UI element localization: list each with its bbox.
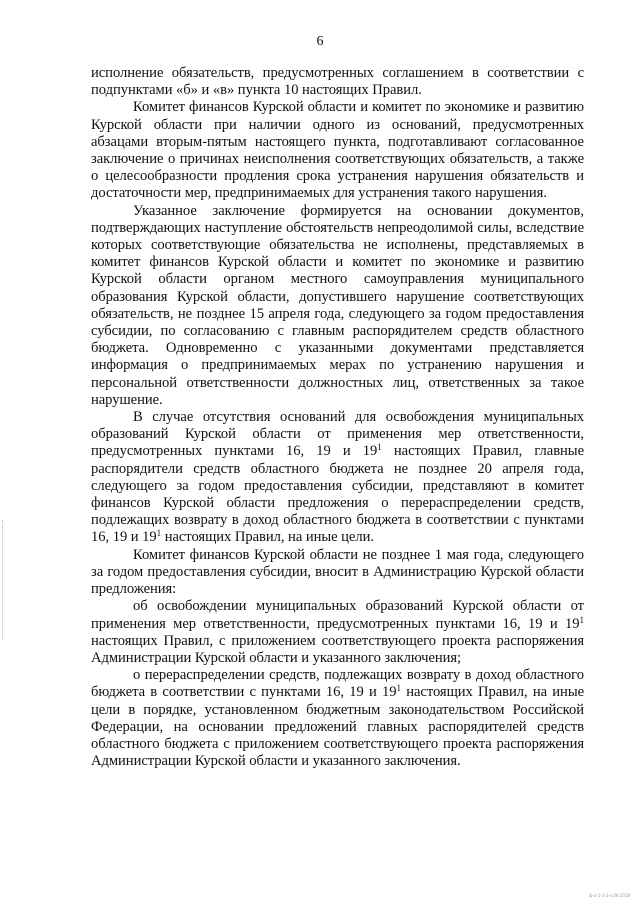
superscript: 1: [579, 614, 584, 625]
scan-margin-specks: [2, 520, 5, 640]
paragraph-p0: [91, 65, 584, 99]
superscript: 1: [377, 442, 382, 453]
text-run: настоящих Правил, на иные цели.: [161, 529, 374, 546]
text-run: об освобождении муниципальных образований Курской области от применения мер ответственности, предусмотренных пунктами 16, 19 и 19: [91, 598, 584, 632]
text-run: настоящих Правил, с приложением соответствующего проекта распоряжения Администрации Курской области и указанного заключения;: [91, 632, 584, 666]
text-run: настоящих Правил, на иные цели в порядке, установленном бюджетным законодательством Российской Федерации, на основании предложений главных распорядителей средств областного бюджета с приложением соответствующего проекта распоряжения Администрации Курской области и указанного заключения.: [91, 684, 584, 770]
text-run: Указанное заключение формируется на основании документов, подтверждающих наступление обстоятельств непреодолимой силы, вследствие которых соответствующие обязательства не исполнены, представляемых в комитет финансов Курской области и комитет по экономике и развитию Курской области органом местного самоуправления муниципального образования Курской области, допустившего нарушение соответствующих обязательств, не позднее 15 апреля года, следующего за годом предоставления субсидии, по согласованию с главным распорядителем средств областного бюджета. Одновременно с указанными документами представляется информация о предпринимаемых мерах по устранению нарушения и персональной ответственности должностных лиц, ответственных за такое нарушение.: [91, 202, 584, 408]
page-number: 6: [316, 34, 324, 49]
paragraph-p1: [91, 99, 584, 202]
paragraph-p2: [91, 203, 584, 409]
scan-mark: ф-л-1-1-2-с.06-2018: [588, 893, 630, 898]
text-run: Комитет финансов Курской области и комитет по экономике и развитию Курской области при наличии одного из оснований, предусмотренных абзацами вторым-пятым настоящего пункта, подготавливают согласованное заключение о причинах неисполнения соответствующих обязательств, а также о целесообразности продления срока устранения нарушения обязательств и достаточности мер, предпринимаемых для устранения такого нарушения.: [91, 99, 584, 202]
paragraph-p5: [91, 598, 584, 667]
document-body: [91, 65, 584, 770]
superscript: 1: [396, 683, 401, 694]
paragraph-p4: [91, 547, 584, 599]
superscript: 1: [156, 528, 162, 539]
text-run: настоящих Правил, главные распорядители средств областного бюджета не позднее 20 апреля года, следующего за годом предоставления субсидии, представляют в комитет финансов Курской области предложения о перераспределении средств, подлежащих возврату в доход областного бюджета в соответствии с пунктами 16, 19 и 19: [91, 443, 584, 546]
text-run: о перераспределении средств, подлежащих возврату в доход областного бюджета в соответствии с пунктами 16, 19 и 19: [91, 667, 584, 701]
text-run: исполнение обязательств, предусмотренных соглашением в соответствии с подпунктами «б» и «в» пункта 10 настоящих Правил.: [91, 65, 584, 99]
paragraph-p6: [91, 667, 584, 770]
text-run: Комитет финансов Курской области не позднее 1 мая года, следующего за годом предоставления субсидии, вносит в Администрацию Курской области предложения:: [91, 546, 584, 598]
paragraph-p3: [91, 409, 584, 547]
text-run: В случае отсутствия оснований для освобождения муниципальных образований Курской области от применения мер ответственности, предусмотренных пунктами 16, 19 и 19: [91, 409, 584, 460]
